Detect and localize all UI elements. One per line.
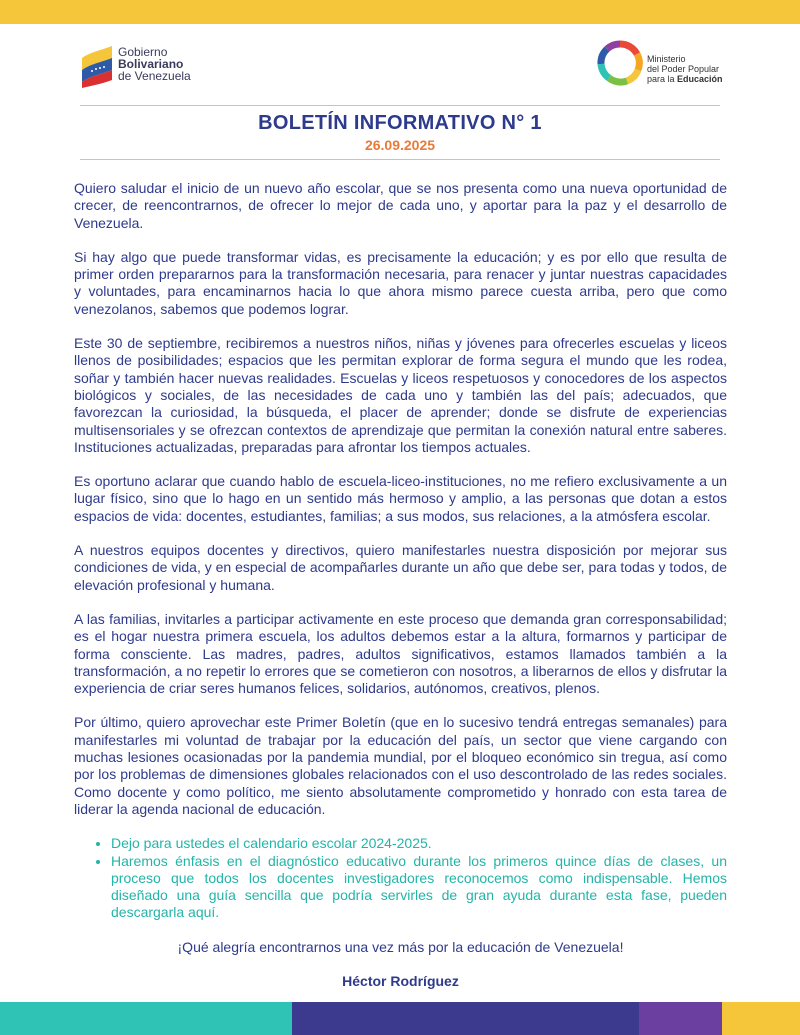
gobierno-bolivariano-logo [80, 44, 230, 92]
bullet-calendar-link[interactable]: • Dejo para ustedes el calendario escolar 2024-2025. [111, 835, 727, 852]
bullet-list [74, 835, 727, 921]
ministry-logo-line3-prefix: para la [647, 74, 678, 84]
bottom-color-bar [0, 1002, 800, 1035]
closing-line: ¡Qué alegría encontrarnos una vez más por la educación de Venezuela! [177, 938, 624, 955]
venezuela-flag-icon [80, 44, 114, 88]
gov-logo-line1: Gobierno [118, 45, 168, 59]
ministry-logo-line2: del Poder Popular [647, 64, 720, 74]
paragraph-7: Por último, quiero aprovechar este Primer Boletín (que en lo sucesivo tendrá entregas semanales) para manifestarles mi voluntad de trabajar por la educación del país, un sector que viene cargando con muchas lesiones ocasionadas por la pandemia mundial, por el bloqueo económico sin tregua, así como por los problemas de dimensiones globales relacionados con el uso descontrolado de las redes sociales. Como docente y como político, me siento absolutamente comprometido y honrado con esta tarea de liderar la agenda nacional de educación. [74, 714, 727, 817]
paragraph-2: Si hay algo que puede transformar vidas, es precisamente la educación; y es por ello que resulta de primer orden prepararnos para la transformación necesaria, para renacer y juntar nuestras capacidades y voluntades, para encaminarnos hacia lo que ahora mismo parece cuesta arriba, pero que como venezolanos, sabemos que podemos lograr. [74, 248, 727, 317]
bulletin-date: 26.09.2025 [364, 137, 436, 153]
bottom-bar-indigo [292, 1002, 639, 1035]
paragraph-1: Quiero saludar el inicio de un nuevo año escolar, que se nos presenta como una nueva oportunidad de crecer, de reencontrarnos, de ofrecer lo mejor de cada uno, y aportar para la paz y el desarrollo de Venezuela. [74, 180, 727, 231]
gov-logo-line3: de Venezuela [118, 69, 191, 83]
ministry-logo-line1: Ministerio [647, 54, 686, 64]
ministry-logo-line3 [647, 74, 723, 84]
bottom-bar-yellow [722, 1002, 800, 1035]
signature: Héctor Rodríguez [342, 972, 459, 989]
ministry-ring-icon [597, 40, 643, 86]
ministry-logo-line3-bold: Educación [677, 74, 723, 84]
paragraph-3: Este 30 de septiembre, recibiremos a nuestros niños, niñas y jóvenes para ofrecerles escuelas y liceos llenos de posibilidades; espacios que les permitan explorar de forma segura el mundo que les rodea, soñar y también hacer nuevas realidades. Escuelas y liceos respetuosos y conocedores de los aspectos biológicos y sociales, de las necesidades de cada uno y también las del país; adecuados, que favorezcan la curiosidad, la búsqueda, el placer de aprender; donde se disfrute de experiencias multisensoriales y se ofrezcan contextos de aprendizaje que permitan la conexión natural entre saberes. Instituciones actualizadas, preparadas para afrontar los tiempos actuales. [74, 335, 727, 455]
paragraph-6: A las familias, invitarles a participar activamente en este proceso que demanda gran corresponsabilidad; es el hogar nuestra primera escuela, los adultos debemos estar a la altura, formarnos y participar de forma consciente. Las madres, padres, adultos significativos, estamos llamados también a la transformación, a no repetir lo errores que se cometieron con nosotros, a liberarnos de ellos y disfrutar la experiencia de criar seres humanos felices, solidarios, autónomos, creativos, plenos. [74, 610, 727, 697]
gov-logo-line2: Bolivariano [118, 57, 184, 71]
bottom-bar-purple [639, 1002, 722, 1035]
ministerio-educacion-logo [597, 40, 737, 90]
paragraph-4: Es oportuno aclarar que cuando hablo de escuela-liceo-instituciones, no me refiero exclusivamente a un lugar físico, sino que lo hago en un sentido más hermoso y amplio, a las personas que dotan a estos espacios de vida: docentes, estudiantes, familias; a sus modos, sus relaciones, a la atmósfera escolar. [74, 473, 727, 524]
header-divider-bottom [80, 159, 720, 160]
bottom-bar-teal [0, 1002, 292, 1035]
bulletin-title: BOLETÍN INFORMATIVO N° 1 [258, 112, 542, 134]
header-divider-top [80, 105, 720, 106]
top-color-bar [0, 0, 800, 24]
bulletin-body [74, 180, 727, 1007]
paragraph-5: A nuestros equipos docentes y directivos, quiero manifestarles nuestra disposición por mejorar sus condiciones de vida, y en especial de acompañarles durante un año que debe ser, para todas y todos, de elevación profesional y humana. [74, 542, 728, 593]
bullet-diagnostic-guide-link[interactable]: • Haremos énfasis en el diagnóstico educativo durante los primeros quince días de clases, un proceso que todos los docentes investigadores reconocemos como indispensable. Hemos diseñado una guía sencilla que podría servirles de gran ayuda durante esta fase, pueden descargarla aquí. [111, 853, 727, 922]
